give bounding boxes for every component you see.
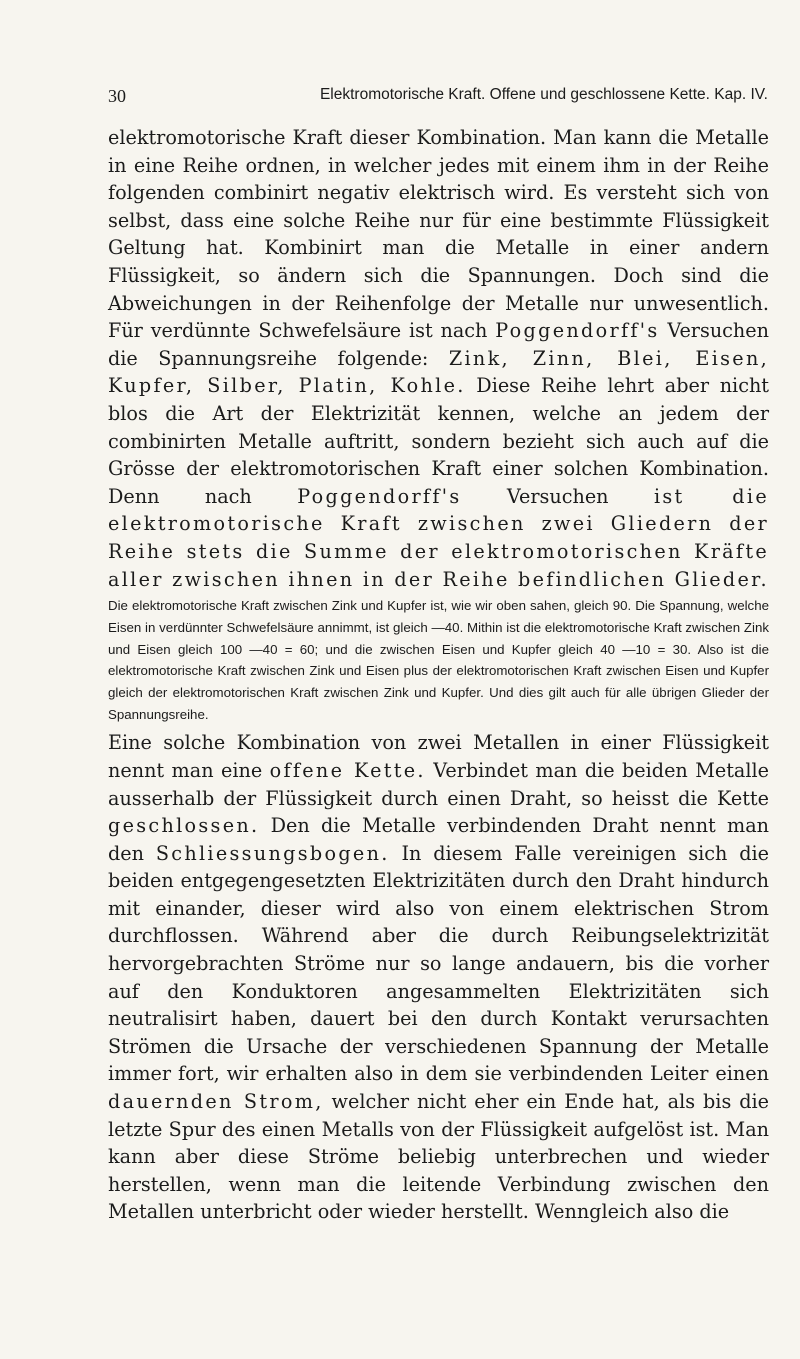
text-segment: Diese Reihe lehrt aber nicht blos die Art der Elektrizität kennen, welche an jedem der combinirten Metalle auftritt, sondern bezieht sich auch auf die Grösse der elektromotorischen Kraft einer solchen Kombination. Denn nach bbox=[108, 374, 770, 508]
spaced-term: geschlossen. bbox=[108, 814, 260, 838]
spaced-law: ist die elektromotorische Kraft zwischen zwei Gliedern der Reihe stets die Summe der elektromotorischen Kräfte aller zwischen ihnen in der Reihe befindlichen Glieder. bbox=[108, 484, 769, 591]
text-segment: elektromotorische Kraft dieser Kombination. Man kann die Metalle in eine Reihe ordnen, in welcher jedes mit einem ihm in der Reihe folgenden combinirt negativ elektrisch wird. Es versteht sich von selbst, dass eine solche Reihe nur für eine bestimmte Flüssigkeit Geltung hat. Kombinirt man die Metalle in einer andern Flüssigkeit, so ändern sich die Spannungen. Doch sind die Abweichungen in der Reihenfolge der Metalle nur unwesentlich. Für verdünnte Schwefelsäure ist nach bbox=[108, 126, 769, 343]
paragraph-2 bbox=[108, 729, 769, 1226]
text-segment: Den die Metalle verbindenden Draht nennt man den bbox=[108, 814, 769, 865]
paragraph-1 bbox=[108, 124, 769, 593]
text-segment: In diesem Falle vereinigen sich die beiden entgegengesetzten Elektrizitäten durch den Draht hindurch mit einander, dieser wird also von einem elektrischen Strom durchflossen. Während aber die durch Reibungselektrizität hervorgebrachten Ströme nur so lange andauern, bis die vorher auf den Konduktoren angesammelten Elektrizitäten sich neutralisirt haben, dauert bei den durch Kontakt verursachten Strömen die Ursache der verschiedenen Spannung der Metalle immer fort, wir erhalten also in dem sie verbindenden Leiter einen bbox=[108, 841, 769, 1086]
page-header bbox=[108, 86, 768, 108]
running-head: Elektromotorische Kraft. Offene und geschlossene Kette. Kap. IV. bbox=[319, 86, 768, 103]
text-segment: Versuchen die Spannungsreihe folgende: bbox=[108, 319, 769, 370]
page-number: 30 bbox=[108, 86, 126, 106]
spaced-term: offene Kette. bbox=[269, 758, 426, 782]
spaced-series: Zink, Zinn, Blei, Eisen, Kupfer, Silber, Platin, Kohle. bbox=[108, 346, 770, 398]
text-segment: welcher nicht eher ein Ende hat, als bis die letzte Spur des einen Metalls von der Flüssigkeit aufgelöst ist. Man kann aber diese Ströme beliebig unterbrechen und wieder herstellen, wenn man die leitende Verbindung zwischen den Metallen unterbricht oder wieder herstellt. Wenngleich also die bbox=[108, 1090, 769, 1224]
spaced-term: Schliessungsbogen. bbox=[155, 841, 390, 865]
text-segment: Eine solche Kombination von zwei Metallen in einer Flüssigkeit nennt man eine bbox=[108, 731, 769, 782]
text-segment: Verbindet man die beiden Metalle ausserhalb der Flüssigkeit durch einen Draht, so heisst die Kette bbox=[108, 758, 769, 810]
spaced-name: Poggendorff's bbox=[495, 319, 660, 343]
text-segment: Versuchen bbox=[461, 484, 654, 508]
spaced-name: Poggendorff's bbox=[297, 484, 462, 508]
spaced-term: dauernden Strom, bbox=[108, 1090, 324, 1114]
small-print-example: Die elektromotorische Kraft zwischen Zink und Kupfer ist, wie wir oben sahen, gleich 90. Die Spannung, welche Eisen in verdünnter Schwefelsäure annimmt, ist gleich —40. Mithin ist die elektromotorische Kraft zwischen Zink und Eisen gleich 100 —40 = 60; und die zwischen Eisen und Kupfer gleich 40 —10 = 30. Also ist die elektromotorische Kraft zwischen Zink und Eisen plus der elektromotorischen Kraft zwischen Eisen und Kupfer gleich der elektromotorischen Kraft zwischen Zink und Kupfer. Und dies gilt auch für alle übrigen Glieder der Spannungsreihe. bbox=[108, 598, 769, 722]
body-text bbox=[108, 124, 769, 1226]
